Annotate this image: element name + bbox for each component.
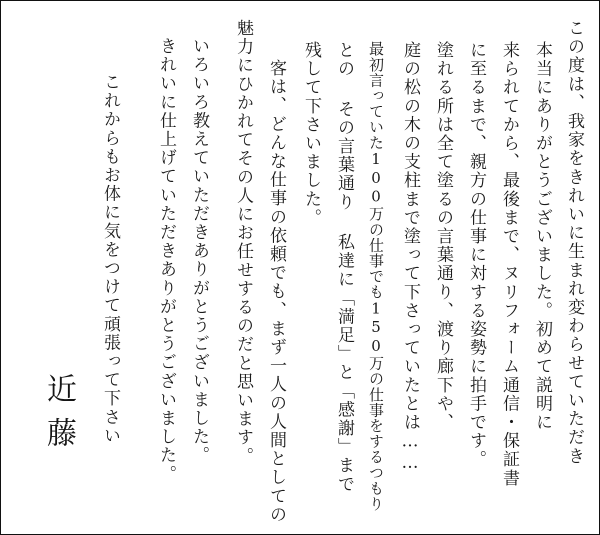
letter-line-13: きれいに仕上げていただきありがとうございました。: [156, 37, 176, 484]
letter-line-6: 庭の松の木の支柱まで塗って下さっていたとは……: [400, 41, 420, 475]
letter-line-7: 最初言っていた100万の仕事でも150万の仕事をするつもり: [367, 41, 385, 512]
letter-line-12: いろいろ教えていただきありがとうございました。: [189, 37, 209, 465]
letter-line-1: この度は、我家をきれいに生まれ変わらせていただき: [564, 19, 584, 466]
signature: 近藤: [41, 373, 76, 461]
letter-line-10: 客は、どんな仕事の依頼でも、まず一人の人間としての: [266, 59, 286, 524]
letter-line-11: 魅力にひかれてその人にお任せするのだと思います。: [233, 19, 253, 466]
letter-line-9: 残して下さいました。: [301, 41, 321, 227]
letter-line-5: 塗れる所は全て塗るの言葉通り、渡り廊下や、: [433, 41, 453, 432]
letter-line-3: 来られてから、最後まで、ヌリフォーム通信・保証書: [499, 41, 519, 488]
letter-line-2: 本当にありがとうございました。初めて説明に: [532, 41, 552, 432]
letter-closing: これからもお体に気をつけて頑張って下さい: [100, 73, 120, 445]
letter-line-8: との その言葉通り 私達に「満足」と「感謝」まで: [334, 41, 354, 494]
letter-line-4: に至るまで、親方の仕事に対する姿勢に拍手です。: [466, 41, 486, 469]
